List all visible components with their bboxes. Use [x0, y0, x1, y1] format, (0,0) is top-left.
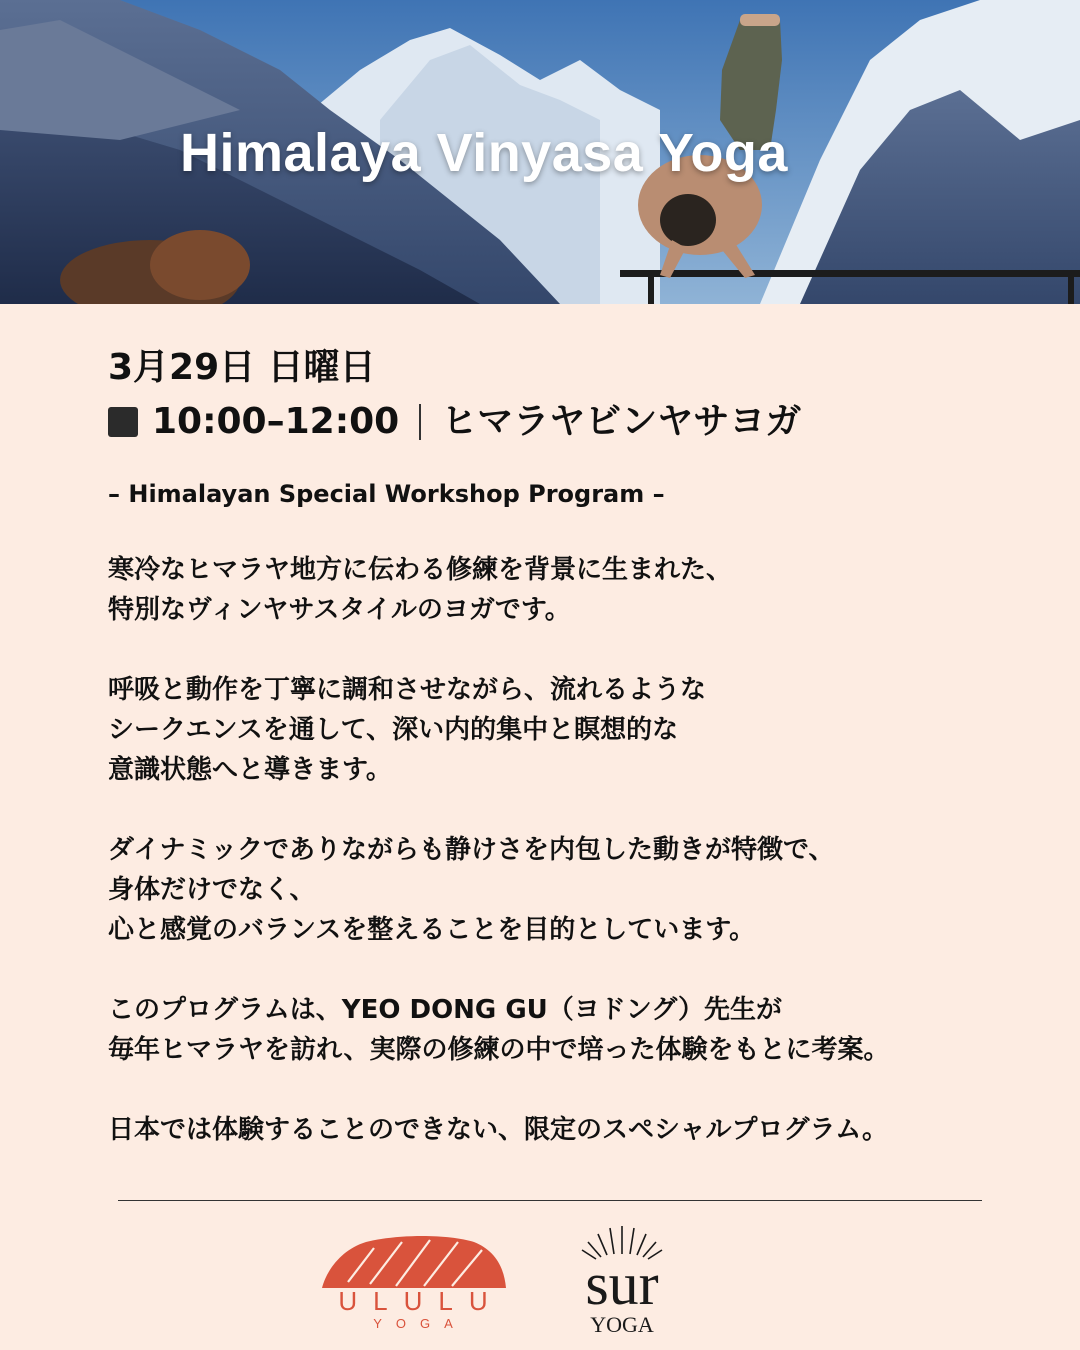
rock-icon [318, 1232, 510, 1292]
event-time-row [108, 398, 1008, 446]
sur-yoga-logo [562, 1220, 682, 1338]
paragraph-1 [108, 550, 1008, 630]
hero-banner [0, 0, 1080, 304]
sur-logo-sub: YOGA [590, 1312, 654, 1337]
divider-bar [419, 404, 421, 440]
paragraph-2 [108, 670, 1008, 790]
paragraph-line: 日本では体験することのできない、限定のスペシャルプログラム。 [108, 1115, 889, 1145]
paragraph-line: 呼吸と動作を丁寧に調和させながら、流れるような [108, 675, 707, 705]
paragraph-line: 心と感覚のバランスを整えることを目的としています。 [108, 915, 756, 945]
paragraph-line: ダイナミックでありながらも静けさを内包した動きが特徴で、 [108, 835, 835, 865]
paragraph-5 [108, 1110, 1008, 1150]
hero-title: Himalaya Vinyasa Yoga [180, 123, 788, 183]
footer-divider [118, 1200, 982, 1201]
ululu-logo-name: ULULU [338, 1286, 504, 1316]
event-details [108, 344, 1008, 1150]
ululu-yoga-logo [318, 1232, 510, 1332]
paragraph-4 [108, 990, 1008, 1070]
event-date: 3月29日 日曜日 [108, 347, 376, 388]
sur-logo-name: sur [585, 1251, 659, 1317]
paragraph-3 [108, 830, 1008, 950]
bullet-square-icon [108, 407, 138, 437]
paragraph-line: このプログラムは、YEO DONG GU（ヨドング）先生が [108, 995, 783, 1025]
paragraph-line: 意識状態へと導きます。 [108, 755, 392, 785]
paragraph-line: 寒冷なヒマラヤ地方に伝わる修練を背景に生まれた、 [108, 555, 733, 585]
ululu-logo-sub: YOGA [373, 1316, 467, 1331]
event-time: 10:00–12:00 [152, 401, 400, 442]
program-subtitle: – Himalayan Special Workshop Program – [108, 480, 665, 508]
event-class-name: ヒマラヤビンヤサヨガ [441, 401, 802, 442]
paragraph-line: 毎年ヒマラヤを訪れ、実際の修練の中で培った体験をもとに考案。 [108, 1035, 890, 1065]
paragraph-line: シークエンスを通して、深い内的集中と瞑想的な [108, 715, 679, 745]
paragraph-line: 身体だけでなく、 [108, 875, 316, 905]
paragraph-line: 特別なヴィンヤサスタイルのヨガです。 [108, 595, 571, 625]
